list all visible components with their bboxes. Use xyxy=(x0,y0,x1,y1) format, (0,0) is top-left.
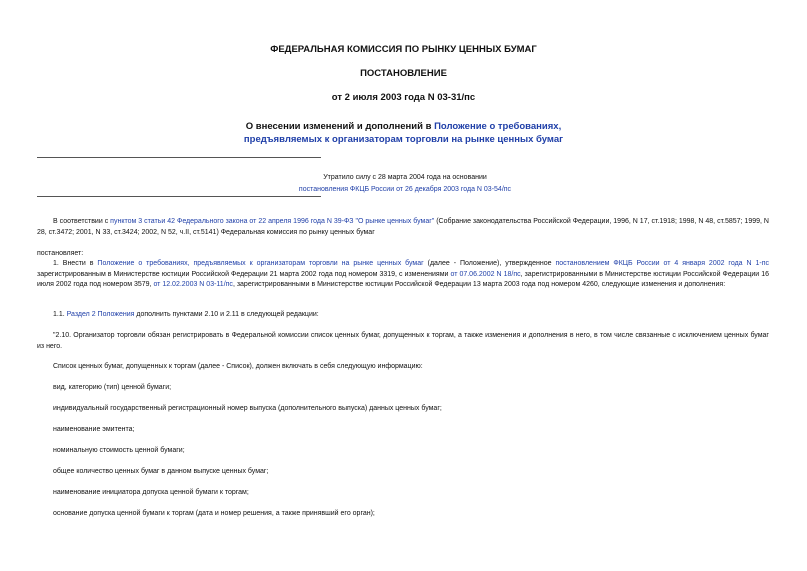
title-prefix: О внесении изменений и дополнений в xyxy=(245,121,435,132)
section-2-link[interactable]: Раздел 2 Положения xyxy=(66,311,135,318)
clause-1-paragraph xyxy=(37,259,769,291)
list-item: номинальную стоимость ценной бумаги; xyxy=(53,447,185,454)
title-link[interactable]: Положение о требованиях, предъявляемых к организаторам торговли на рынке ценных бумаг xyxy=(243,121,564,145)
lost-force-note xyxy=(240,172,570,196)
clause-1-1-text-b: дополнить пунктами 2.10 и 2.11 в следующей редакции: xyxy=(134,311,319,318)
list-intro: Список ценных бумаг, допущенных к торгам (далее - Список), должен включать в себя следующую информацию: xyxy=(53,363,423,370)
divider-bottom xyxy=(37,196,321,197)
preamble-text-a: В соответствии с xyxy=(53,218,111,225)
clause-2-10-paragraph: "2.10. Организатор торговли обязан регистрировать в Федеральной комиссии список ценных бумаг, допущенных к торгам, а также изменения и дополнения в него, в том числе связанные с исключением ценных бумаг из него. xyxy=(37,332,769,350)
clause-1-text-a: 1. Внести в xyxy=(53,260,98,267)
lost-force-link[interactable]: постановления ФКЦБ России от 26 декабря 2003 года N 03-54/пс xyxy=(298,186,512,193)
lost-force-text: Утратило силу с 28 марта 2004 года на основании xyxy=(323,174,487,181)
clause-1-text-b: (далее - Положение), утвержденное xyxy=(423,260,556,267)
resolution-link[interactable]: постановлением ФКЦБ России от 4 января 2002 года N 1-пс xyxy=(555,260,769,267)
clause-1-text-d: , зарегистрированными в Министерстве юстиции Российской Федерации 16 июля 2002 года под номером 3579, xyxy=(37,270,769,288)
document-date-number: от 2 июля 2003 года N 03-31/пс xyxy=(331,92,476,103)
clause-1-text-c: зарегистрированным в Министерстве юстиции Российской Федерации 21 марта 2002 года под номером 3319, с изменениями xyxy=(37,270,451,278)
divider-top xyxy=(37,157,321,158)
preamble-text-b: (Собрание законодательства Российской Федерации, 1996, N 17, ст.1918; 1998, N 48, ст.5857; 1999, N 28, ст.3472; 2001, N 33, ст.3424; 2002, N 52, ч.II, ст.5141) Федеральная комиссия по рынку ценных бумаг xyxy=(37,218,769,236)
document-type: ПОСТАНОВЛЕНИЕ xyxy=(360,68,447,79)
list-item: наименование инициатора допуска ценной бумаги к торгам; xyxy=(53,489,249,496)
list-item: общее количество ценных бумаг в данном выпуске ценных бумаг; xyxy=(53,468,269,475)
document-title xyxy=(0,120,807,146)
clause-1-text-e: , зарегистрированными в Министерстве юстиции Российской Федерации 13 марта 2003 года под номером 4260, следующие изменения и дополнения: xyxy=(232,281,726,288)
clause-1-1-text-a: 1.1. xyxy=(53,311,67,318)
list-item: основание допуска ценной бумаги к торгам (дата и номер решения, а также принявший его орган); xyxy=(53,510,375,517)
preamble-paragraph xyxy=(37,217,769,238)
list-item: индивидуальный государственный регистрационный номер выпуска (дополнительного выпуска) данных ценных бумаг; xyxy=(53,405,442,412)
list-item: наименование эмитента; xyxy=(53,426,135,433)
clause-1-1-paragraph xyxy=(37,310,769,321)
law-link[interactable]: пунктом 3 статьи 42 Федерального закона от 22 апреля 1996 года N 39-ФЗ "О рынке ценных бумаг" xyxy=(110,218,435,225)
amendment-link-2[interactable]: от 12.02.2003 N 03-11/пс xyxy=(153,281,233,288)
issuing-authority: ФЕДЕРАЛЬНАЯ КОМИССИЯ ПО РЫНКУ ЦЕННЫХ БУМАГ xyxy=(270,44,537,55)
resolves-label: постановляет: xyxy=(37,250,84,257)
regulation-link[interactable]: Положение о требованиях, предъявляемых к организаторам торговли на рынке ценных бумаг xyxy=(97,260,424,267)
amendment-link-1[interactable]: от 07.06.2002 N 18/пс xyxy=(450,270,521,278)
list-item: вид, категорию (тип) ценной бумаги; xyxy=(53,384,172,391)
